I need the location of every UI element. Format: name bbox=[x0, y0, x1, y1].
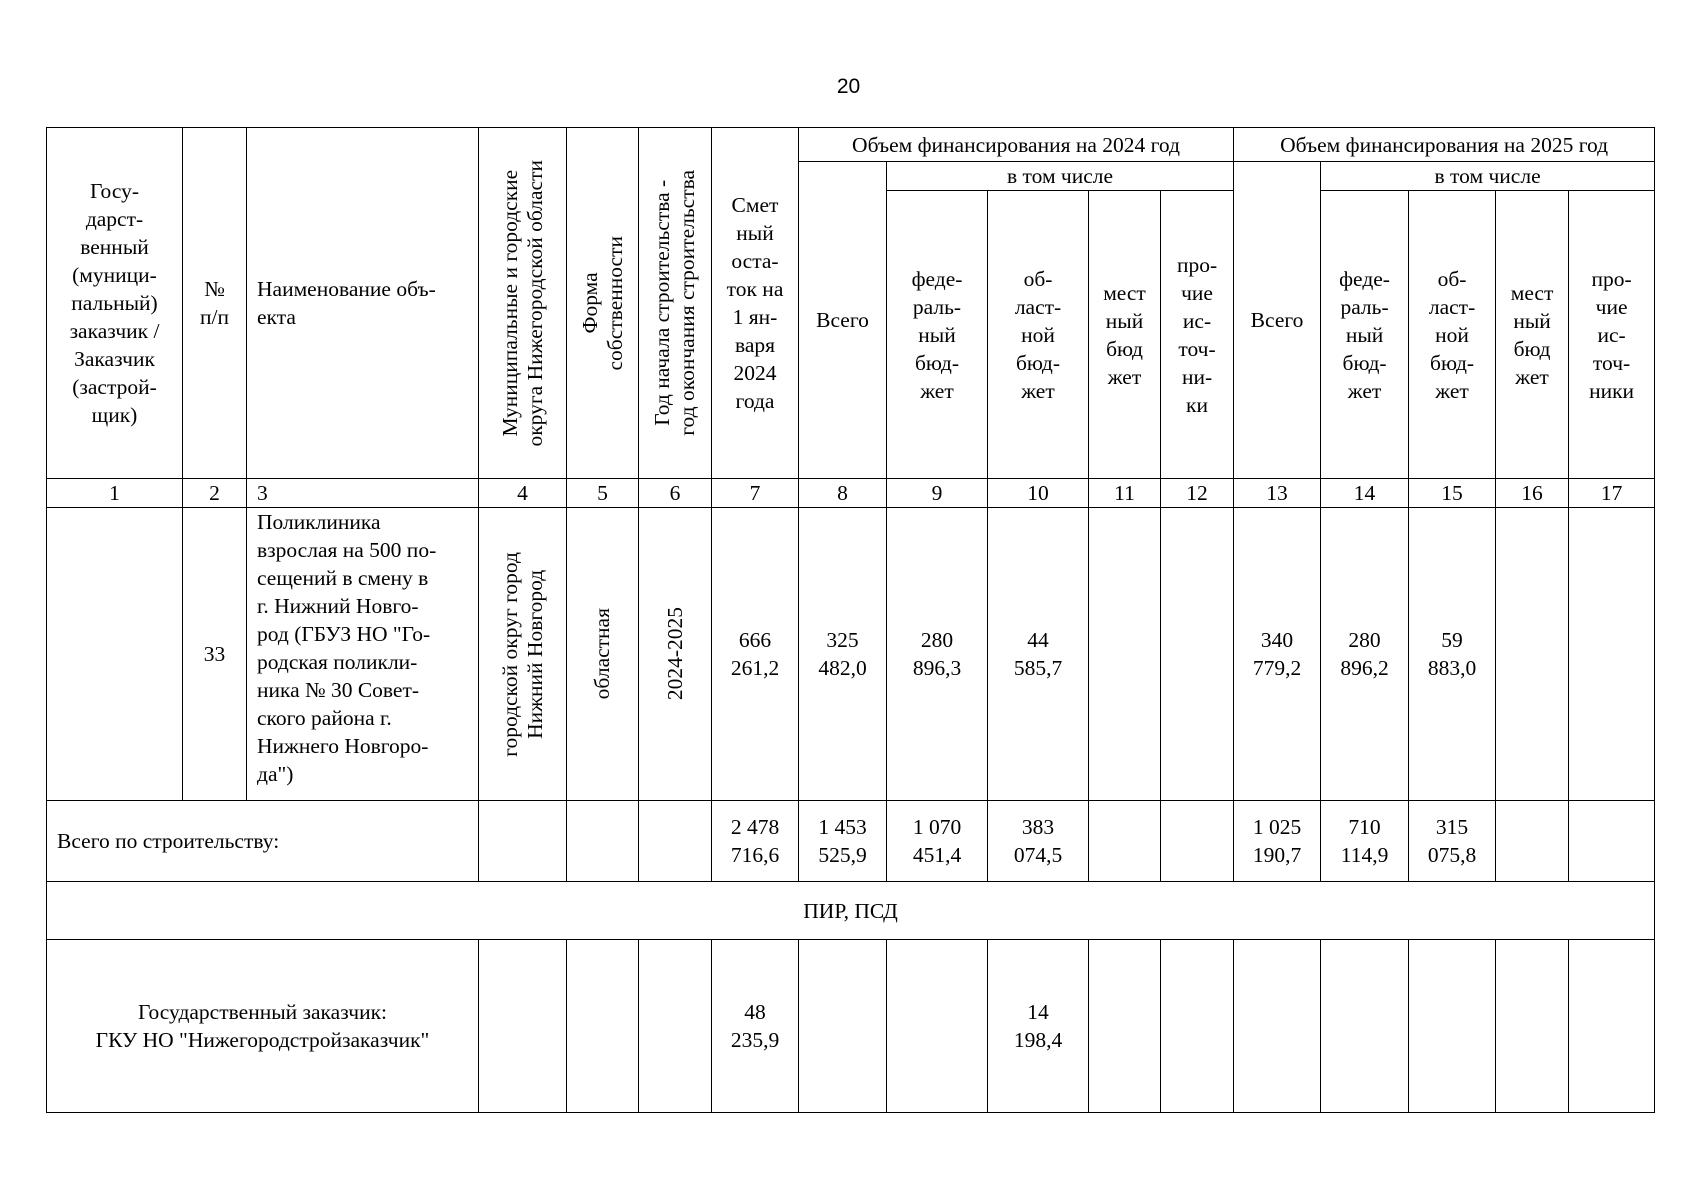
header-total-2024: Всего bbox=[799, 162, 887, 479]
column-number: 9 bbox=[887, 479, 988, 508]
customer-years bbox=[639, 940, 712, 1113]
customer-federal-2024 bbox=[887, 940, 988, 1113]
object-federal-2024: 280 896,3 bbox=[887, 508, 988, 801]
header-financing-2025: Объем финансирования на 2025 год bbox=[1234, 128, 1655, 162]
header-local-2025: мест ный бюд жет bbox=[1496, 191, 1569, 479]
object-total-2024: 325 482,0 bbox=[799, 508, 887, 801]
total-local-2025 bbox=[1496, 801, 1569, 882]
object-local-2024 bbox=[1089, 508, 1161, 801]
object-regional-2025: 59 883,0 bbox=[1409, 508, 1496, 801]
customer-label: Государственный заказчик: ГКУ НО "Нижегородстройзаказчик" bbox=[47, 940, 479, 1113]
object-total-2025: 340 779,2 bbox=[1234, 508, 1321, 801]
column-number: 7 bbox=[712, 479, 799, 508]
header-customer: Госу- дарст- венный (муници- пальный) заказчик / Заказчик (застрой- щик) bbox=[47, 128, 183, 479]
table-row-total bbox=[47, 801, 1655, 882]
object-name: Поликлиника взрослая на 500 по- сещений в смену в г. Нижний Новго- род (ГБУЗ НО "Го- родская поликли- ника № 30 Совет- ского района г. Нижнего Новгоро- да") bbox=[247, 508, 479, 801]
object-customer-cell bbox=[47, 508, 183, 801]
customer-balance: 48 235,9 bbox=[712, 940, 799, 1113]
page-number: 20 bbox=[836, 75, 861, 98]
header-number: № п/п bbox=[183, 128, 247, 479]
customer-total-2025 bbox=[1234, 940, 1321, 1113]
customer-ownership bbox=[567, 940, 639, 1113]
header-ownership-text: Форма собственности bbox=[577, 235, 627, 371]
header-object-name: Наименование объ- екта bbox=[247, 128, 479, 479]
header-row-1 bbox=[47, 128, 1655, 162]
total-balance: 2 478 716,6 bbox=[712, 801, 799, 882]
header-other-2024: про- чие ис- точ- ни- ки bbox=[1161, 191, 1234, 479]
total-regional-2024: 383 074,5 bbox=[988, 801, 1089, 882]
object-other-2025 bbox=[1569, 508, 1655, 801]
total-other-2024 bbox=[1161, 801, 1234, 882]
object-ownership bbox=[567, 508, 639, 801]
total-total-2024: 1 453 525,9 bbox=[799, 801, 887, 882]
column-number: 5 bbox=[567, 479, 639, 508]
total-total-2025: 1 025 190,7 bbox=[1234, 801, 1321, 882]
column-number: 14 bbox=[1321, 479, 1409, 508]
column-number: 6 bbox=[639, 479, 712, 508]
column-number: 3 bbox=[247, 479, 479, 508]
total-regional-2025: 315 075,8 bbox=[1409, 801, 1496, 882]
customer-other-2024 bbox=[1161, 940, 1234, 1113]
header-years-text: Год начала строительства - год окончания строительства bbox=[650, 170, 699, 436]
column-numbers-row bbox=[47, 479, 1655, 508]
header-regional-2024: об- ласт- ной бюд- жет bbox=[988, 191, 1089, 479]
total-label: Всего по строительству: bbox=[47, 801, 479, 882]
column-number: 11 bbox=[1089, 479, 1161, 508]
column-number: 16 bbox=[1496, 479, 1569, 508]
customer-regional-2025 bbox=[1409, 940, 1496, 1113]
object-regional-2024: 44 585,7 bbox=[988, 508, 1089, 801]
financing-table bbox=[46, 127, 1655, 1113]
customer-district bbox=[479, 940, 567, 1113]
column-number: 13 bbox=[1234, 479, 1321, 508]
customer-local-2024 bbox=[1089, 940, 1161, 1113]
header-district bbox=[479, 128, 567, 479]
customer-other-2025 bbox=[1569, 940, 1655, 1113]
header-district-text: Муниципальные и городские округа Нижегородской области bbox=[497, 159, 547, 447]
total-local-2024 bbox=[1089, 801, 1161, 882]
header-including-2024: в том числе bbox=[887, 162, 1234, 191]
customer-regional-2024: 14 198,4 bbox=[988, 940, 1089, 1113]
object-number: 33 bbox=[183, 508, 247, 801]
column-number: 8 bbox=[799, 479, 887, 508]
object-federal-2025: 280 896,2 bbox=[1321, 508, 1409, 801]
column-number: 12 bbox=[1161, 479, 1234, 508]
customer-local-2025 bbox=[1496, 940, 1569, 1113]
object-balance: 666 261,2 bbox=[712, 508, 799, 801]
header-other-2025: про- чие ис- точ- ники bbox=[1569, 191, 1655, 479]
header-federal-2025: феде- раль- ный бюд- жет bbox=[1321, 191, 1409, 479]
object-ownership-text: областная bbox=[590, 608, 614, 700]
column-number: 2 bbox=[183, 479, 247, 508]
header-financing-2024: Объем финансирования на 2024 год bbox=[799, 128, 1234, 162]
header-federal-2024: феде- раль- ный бюд- жет bbox=[887, 191, 988, 479]
object-years-text: 2024-2025 bbox=[662, 607, 687, 701]
header-including-2025: в том числе bbox=[1321, 162, 1655, 191]
column-number: 10 bbox=[988, 479, 1089, 508]
customer-total-2024 bbox=[799, 940, 887, 1113]
column-number: 4 bbox=[479, 479, 567, 508]
object-district-text: городской округ город Нижний Новгород bbox=[497, 551, 547, 757]
total-ownership bbox=[567, 801, 639, 882]
object-district bbox=[479, 508, 567, 801]
section-row bbox=[47, 882, 1655, 940]
section-title: ПИР, ПСД bbox=[47, 882, 1655, 940]
column-number: 17 bbox=[1569, 479, 1655, 508]
column-number: 1 bbox=[47, 479, 183, 508]
customer-federal-2025 bbox=[1321, 940, 1409, 1113]
object-years bbox=[639, 508, 712, 801]
header-years bbox=[639, 128, 712, 479]
total-district bbox=[479, 801, 567, 882]
total-federal-2024: 1 070 451,4 bbox=[887, 801, 988, 882]
total-other-2025 bbox=[1569, 801, 1655, 882]
table-row-customer bbox=[47, 940, 1655, 1113]
column-number: 15 bbox=[1409, 479, 1496, 508]
object-other-2024 bbox=[1161, 508, 1234, 801]
object-local-2025 bbox=[1496, 508, 1569, 801]
header-regional-2025: об- ласт- ной бюд- жет bbox=[1409, 191, 1496, 479]
total-years bbox=[639, 801, 712, 882]
header-balance: Смет ный оста- ток на 1 ян- варя 2024 года bbox=[712, 128, 799, 479]
header-total-2025: Всего bbox=[1234, 162, 1321, 479]
header-ownership bbox=[567, 128, 639, 479]
table-row-object bbox=[47, 508, 1655, 801]
header-local-2024: мест ный бюд жет bbox=[1089, 191, 1161, 479]
total-federal-2025: 710 114,9 bbox=[1321, 801, 1409, 882]
